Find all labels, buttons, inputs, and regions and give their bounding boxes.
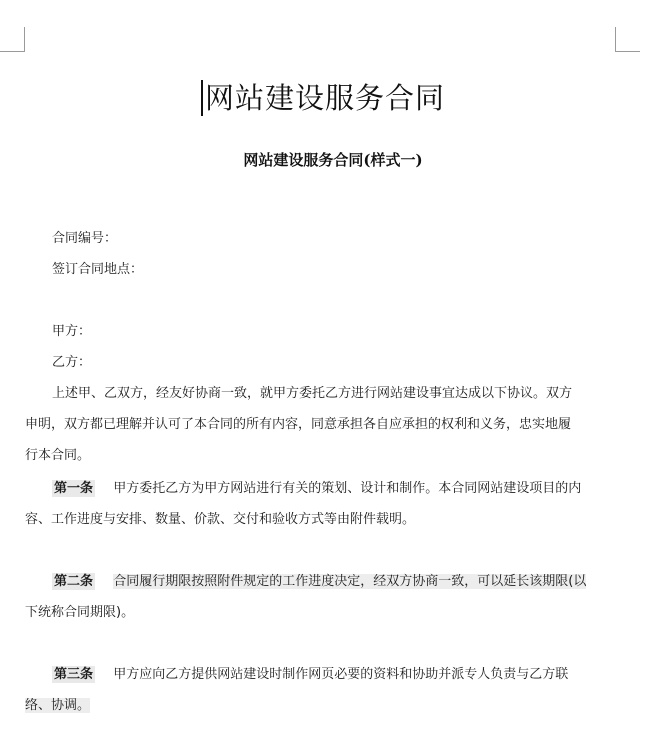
- text-cursor: [201, 80, 203, 116]
- contract-number-field[interactable]: 合同编号：: [52, 231, 118, 246]
- article-2-text: 合同履行期限按照附件规定的工作进度决定，经双方协商一致，可以延长该期限(以: [113, 574, 587, 589]
- article-3-line-text: 络、协调。: [25, 698, 91, 713]
- article-1-paragraph[interactable]: [52, 479, 581, 499]
- preamble-line[interactable]: 申明，双方都已理解并认可了本合同的所有内容，同意承担各自应承担的权利和义务，忠实地履: [25, 417, 572, 432]
- party-a-field[interactable]: 甲方：: [52, 324, 92, 339]
- article-2-line[interactable]: 下统称合同期限)。: [25, 605, 135, 620]
- preamble-line[interactable]: 行本合同。: [25, 448, 91, 463]
- document-subtitle[interactable]: 网站建设服务合同(样式一): [243, 151, 423, 169]
- article-3-paragraph[interactable]: [52, 665, 568, 685]
- signing-place-field[interactable]: 签订合同地点：: [52, 262, 144, 277]
- article-2-paragraph[interactable]: [52, 572, 586, 592]
- article-1-label: 第一条: [54, 481, 94, 496]
- party-b-field[interactable]: 乙方：: [52, 355, 92, 370]
- page-corner-mark-top-right: [615, 27, 640, 52]
- article-3-line[interactable]: [25, 696, 90, 716]
- article-1-text: 甲方委托乙方为甲方网站进行有关的策划、设计和制作。本合同网站建设项目的内: [113, 481, 582, 496]
- page-corner-mark-top-left: [0, 27, 25, 52]
- preamble-line[interactable]: 上述甲、乙双方，经友好协商一致，就甲方委托乙方进行网站建设事宜达成以下协议。双方: [52, 386, 573, 401]
- article-2-label: 第二条: [54, 574, 94, 589]
- article-3-label: 第三条: [54, 667, 94, 682]
- article-1-line[interactable]: 容、工作进度与安排、数量、价款、交付和验收方式等由附件载明。: [25, 512, 416, 527]
- article-3-text: 甲方应向乙方提供网站建设时制作网页必要的资料和协助并派专人负责与乙方联: [113, 667, 569, 682]
- document-title[interactable]: 网站建设服务合同: [205, 81, 446, 115]
